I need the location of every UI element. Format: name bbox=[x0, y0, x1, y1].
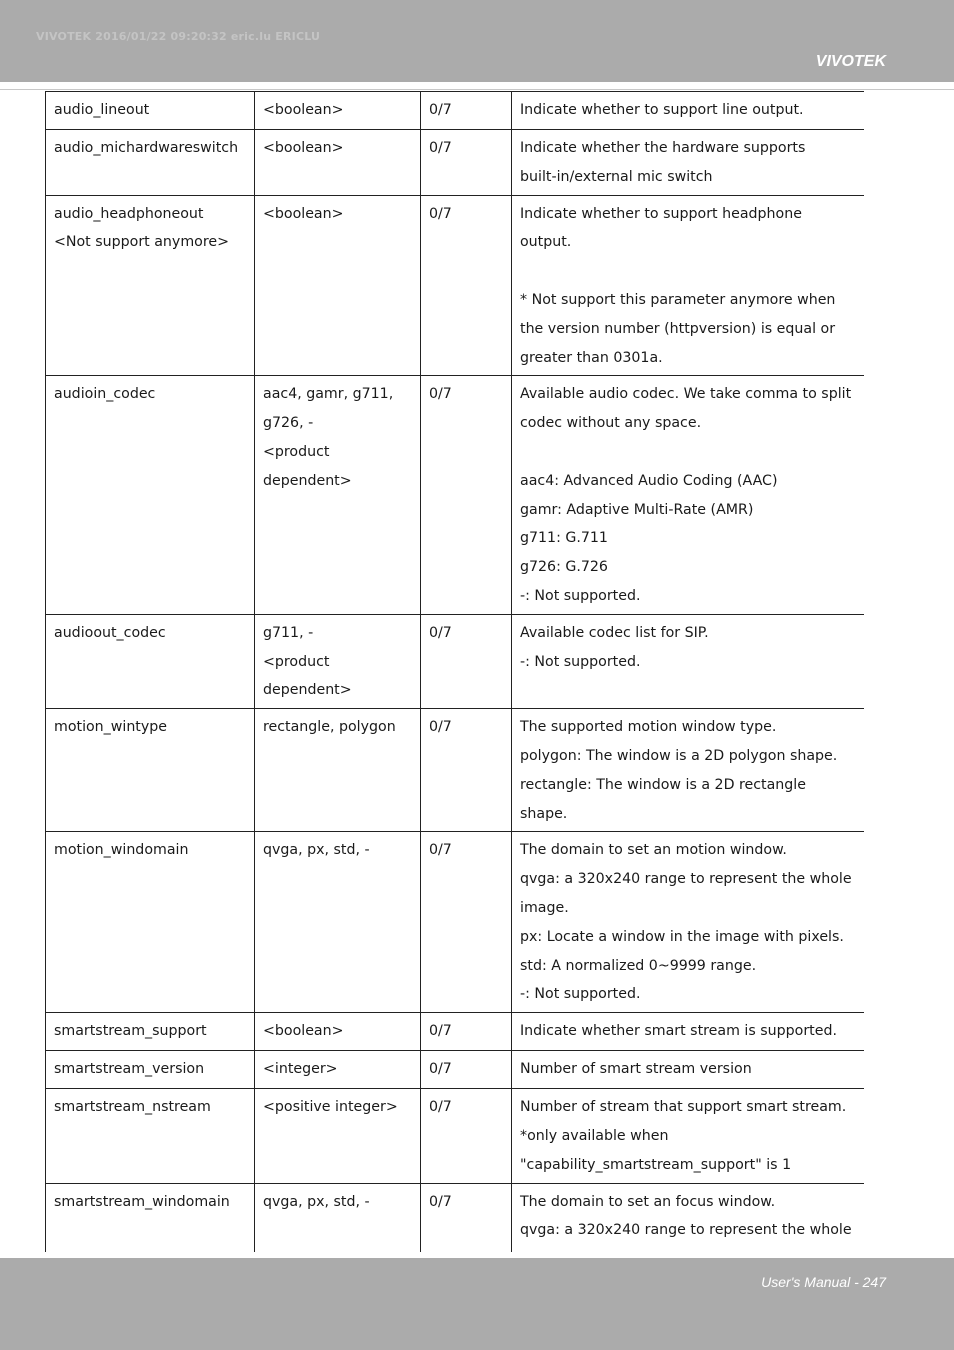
table-row bbox=[46, 1013, 865, 1051]
param-security-cell bbox=[421, 1013, 512, 1051]
param-description-cell bbox=[512, 832, 865, 1013]
param-name-cell bbox=[46, 1013, 255, 1051]
param-description-cell-line: qvga: a 320x240 range to represent the whole bbox=[520, 871, 852, 888]
param-security-cell bbox=[421, 195, 512, 376]
param-description-cell-line: g726: G.726 bbox=[520, 559, 608, 576]
param-name-cell-line: motion_windomain bbox=[54, 842, 189, 859]
param-name-cell-line: audio_michardwareswitch bbox=[54, 140, 239, 156]
page-number: User's Manual - 247 bbox=[761, 1274, 886, 1290]
param-description-cell-line bbox=[520, 1245, 860, 1252]
param-value-cell bbox=[255, 376, 421, 614]
param-security-cell bbox=[421, 130, 512, 196]
table-row bbox=[46, 92, 865, 130]
page-header bbox=[0, 0, 954, 82]
param-security-cell-text: 0/7 bbox=[429, 624, 452, 641]
param-description-cell-line: Available audio codec. We take comma to split bbox=[520, 386, 852, 403]
param-name-cell bbox=[46, 1051, 255, 1089]
param-security-cell bbox=[421, 1089, 512, 1183]
param-value-cell bbox=[255, 1089, 421, 1183]
param-description-cell bbox=[512, 1183, 865, 1252]
param-description-cell-line: the version number (httpversion) is equal or bbox=[520, 320, 836, 337]
param-description-cell bbox=[512, 130, 865, 196]
param-name-cell-line: audio_headphoneout bbox=[54, 205, 204, 222]
param-value-cell-line: <integer> bbox=[263, 1061, 338, 1078]
param-description-cell-line: -: Not supported. bbox=[520, 986, 641, 1003]
param-security-cell-text: 0/7 bbox=[429, 719, 452, 736]
param-security-cell-text: 0/7 bbox=[429, 1099, 452, 1116]
param-value-cell bbox=[255, 130, 421, 196]
param-description-cell bbox=[512, 376, 865, 614]
param-value-cell-line: qvga, px, std, - bbox=[263, 842, 370, 859]
param-description-cell-line: * Not support this parameter anymore when bbox=[520, 291, 836, 308]
param-description-cell bbox=[512, 92, 865, 130]
param-name-cell bbox=[46, 195, 255, 376]
param-name-cell-line: audio_lineout bbox=[54, 102, 150, 118]
param-description-cell bbox=[512, 709, 865, 832]
param-description-cell-line: greater than 0301a. bbox=[520, 349, 663, 366]
param-value-cell-line: <product bbox=[263, 653, 330, 670]
param-value-cell-line: <positive integer> bbox=[263, 1099, 398, 1116]
table-row bbox=[46, 1089, 865, 1183]
param-name-cell bbox=[46, 376, 255, 614]
param-security-cell bbox=[421, 709, 512, 832]
param-description-cell bbox=[512, 195, 865, 376]
param-security-cell-text: 0/7 bbox=[429, 1193, 452, 1210]
param-value-cell bbox=[255, 92, 421, 130]
table-row bbox=[46, 130, 865, 196]
param-name-cell bbox=[46, 709, 255, 832]
param-value-cell bbox=[255, 709, 421, 832]
parameter-table-container bbox=[45, 91, 864, 1252]
param-value-cell-line: <boolean> bbox=[263, 205, 344, 222]
param-description-cell-line: codec without any space. bbox=[520, 415, 702, 432]
param-security-cell-text: 0/7 bbox=[429, 1023, 452, 1040]
param-description-cell-line: Available codec list for SIP. bbox=[520, 624, 709, 641]
param-description-cell-line: rectangle: The window is a 2D rectangle bbox=[520, 776, 806, 793]
param-description-cell-line: g711: G.711 bbox=[520, 530, 608, 547]
param-description-cell-line: aac4: Advanced Audio Coding (AAC) bbox=[520, 472, 778, 489]
param-description-cell-line bbox=[520, 438, 860, 467]
param-name-cell-line: <Not support anymore> bbox=[54, 234, 229, 251]
param-description-cell bbox=[512, 614, 865, 708]
param-name-cell-line: motion_wintype bbox=[54, 719, 168, 736]
param-value-cell-line: dependent> bbox=[263, 472, 352, 489]
param-value-cell-line: <boolean> bbox=[263, 140, 344, 156]
brand-label: VIVOTEK bbox=[815, 53, 886, 70]
param-description-cell bbox=[512, 1089, 865, 1183]
param-security-cell-text: 0/7 bbox=[429, 102, 452, 118]
watermark-text: VIVOTEK 2016/01/22 09:20:32 eric.lu ERICLU bbox=[36, 30, 321, 43]
param-description-cell-line: *only available when bbox=[520, 1127, 669, 1144]
parameter-table-body bbox=[46, 92, 865, 1253]
param-value-cell bbox=[255, 1183, 421, 1252]
param-description-cell-line: qvga: a 320x240 range to represent the whole bbox=[520, 1222, 852, 1239]
param-description-cell-line: The domain to set an motion window. bbox=[520, 842, 787, 859]
page-footer bbox=[0, 1258, 954, 1350]
param-security-cell bbox=[421, 832, 512, 1013]
param-value-cell-line: g726, - bbox=[263, 415, 314, 432]
param-security-cell-text: 0/7 bbox=[429, 205, 452, 222]
param-security-cell-text: 0/7 bbox=[429, 1061, 452, 1078]
param-name-cell bbox=[46, 130, 255, 196]
param-security-cell-text: 0/7 bbox=[429, 140, 452, 156]
param-value-cell bbox=[255, 614, 421, 708]
param-description-cell-line: Number of smart stream version bbox=[520, 1061, 752, 1078]
param-value-cell bbox=[255, 195, 421, 376]
param-description-cell-line: -: Not supported. bbox=[520, 653, 641, 670]
parameter-table bbox=[45, 91, 864, 1252]
param-description-cell-line: The supported motion window type. bbox=[520, 719, 777, 736]
param-value-cell-line: <boolean> bbox=[263, 1023, 344, 1040]
table-row bbox=[46, 195, 865, 376]
param-name-cell-line: smartstream_version bbox=[54, 1061, 205, 1078]
param-description-cell-line bbox=[520, 257, 860, 286]
param-value-cell-line: <boolean> bbox=[263, 102, 344, 118]
param-value-cell-line: qvga, px, std, - bbox=[263, 1193, 370, 1210]
param-name-cell bbox=[46, 614, 255, 708]
param-value-cell-line: <product bbox=[263, 443, 330, 460]
param-description-cell-line: px: Locate a window in the image with pixels. bbox=[520, 928, 844, 945]
param-description-cell-line: built-in/external mic switch bbox=[520, 168, 713, 185]
table-row bbox=[46, 614, 865, 708]
param-value-cell bbox=[255, 1013, 421, 1051]
param-description-cell bbox=[512, 1051, 865, 1089]
param-name-cell bbox=[46, 92, 255, 130]
param-name-cell bbox=[46, 832, 255, 1013]
param-description-cell-line: "capability_smartstream_support" is 1 bbox=[520, 1156, 792, 1173]
param-description-cell-line: output. bbox=[520, 234, 572, 251]
param-value-cell-line: g711, - bbox=[263, 624, 314, 641]
param-security-cell bbox=[421, 1183, 512, 1252]
table-row bbox=[46, 1051, 865, 1089]
param-description-cell-line: std: A normalized 0~9999 range. bbox=[520, 957, 757, 974]
table-row bbox=[46, 709, 865, 832]
header-rule bbox=[0, 89, 954, 90]
param-security-cell bbox=[421, 376, 512, 614]
param-security-cell bbox=[421, 1051, 512, 1089]
param-description-cell-line: The domain to set an focus window. bbox=[520, 1193, 776, 1210]
param-name-cell-line: audioout_codec bbox=[54, 624, 166, 641]
param-name-cell-line: audioin_codec bbox=[54, 386, 156, 403]
param-value-cell bbox=[255, 1051, 421, 1089]
param-security-cell bbox=[421, 614, 512, 708]
param-description-cell-line: Indicate whether to support line output. bbox=[520, 102, 804, 118]
param-value-cell bbox=[255, 832, 421, 1013]
param-description-cell-line: Indicate whether the hardware supports bbox=[520, 140, 806, 156]
param-description-cell-line: Indicate whether smart stream is supported. bbox=[520, 1023, 837, 1040]
param-description-cell-line: polygon: The window is a 2D polygon shape. bbox=[520, 747, 838, 764]
param-value-cell-line: aac4, gamr, g711, bbox=[263, 386, 394, 403]
param-description-cell-line: -: Not supported. bbox=[520, 587, 641, 604]
table-row bbox=[46, 1183, 865, 1252]
param-description-cell-line: Indicate whether to support headphone bbox=[520, 205, 802, 222]
param-security-cell-text: 0/7 bbox=[429, 386, 452, 403]
param-value-cell-line: rectangle, polygon bbox=[263, 719, 396, 736]
table-row bbox=[46, 376, 865, 614]
param-name-cell-line: smartstream_windomain bbox=[54, 1193, 230, 1210]
param-description-cell-line: Number of stream that support smart stream. bbox=[520, 1099, 847, 1116]
param-description-cell-line: image. bbox=[520, 899, 569, 916]
table-row bbox=[46, 832, 865, 1013]
param-security-cell-text: 0/7 bbox=[429, 842, 452, 859]
param-description-cell-line: gamr: Adaptive Multi-Rate (AMR) bbox=[520, 501, 754, 518]
param-name-cell bbox=[46, 1183, 255, 1252]
param-description-cell bbox=[512, 1013, 865, 1051]
param-name-cell-line: smartstream_support bbox=[54, 1023, 207, 1040]
param-description-cell-line: shape. bbox=[520, 805, 568, 822]
param-name-cell-line: smartstream_nstream bbox=[54, 1099, 211, 1116]
param-name-cell bbox=[46, 1089, 255, 1183]
param-security-cell bbox=[421, 92, 512, 130]
param-value-cell-line: dependent> bbox=[263, 682, 352, 699]
